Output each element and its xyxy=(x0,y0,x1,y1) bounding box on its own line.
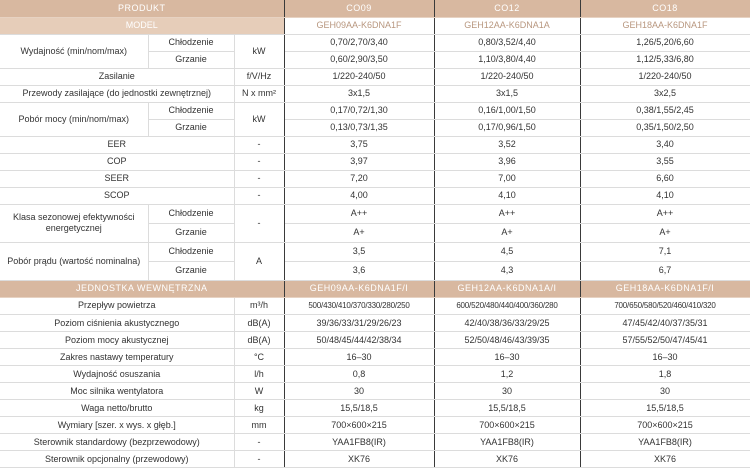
cell: 3,52 xyxy=(434,136,580,153)
cell: A++ xyxy=(434,204,580,223)
cell: 0,16/1,00/1,50 xyxy=(434,102,580,119)
col-header-co12: CO12 xyxy=(434,0,580,17)
sub-label: Chłodzenie xyxy=(148,204,234,223)
cell: YAA1FB8(IR) xyxy=(434,434,580,451)
cell: 0,38/1,55/2,45 xyxy=(580,102,750,119)
sub-label: Chłodzenie xyxy=(148,102,234,119)
table-row xyxy=(0,170,750,187)
unit: dB(A) xyxy=(234,332,284,349)
cell: 30 xyxy=(434,383,580,400)
row-label: Przepływ powietrza xyxy=(0,298,234,315)
cell: A+ xyxy=(580,223,750,242)
table-row xyxy=(0,204,750,223)
cell: A++ xyxy=(580,204,750,223)
cell: 700×600×215 xyxy=(580,417,750,434)
row-label: Zasilanie xyxy=(0,68,234,85)
cell: 3,5 xyxy=(284,242,434,261)
cell: 16–30 xyxy=(580,349,750,366)
cell: 3,6 xyxy=(284,261,434,280)
unit: - xyxy=(234,204,284,242)
unit: mm xyxy=(234,417,284,434)
cell: 3,96 xyxy=(434,153,580,170)
cell: 16–30 xyxy=(284,349,434,366)
cell: 0,13/0,73/1,35 xyxy=(284,119,434,136)
table-row xyxy=(0,400,750,417)
table-row xyxy=(0,417,750,434)
unit: m³/h xyxy=(234,298,284,315)
row-label: Zakres nastawy temperatury xyxy=(0,349,234,366)
col-header-co18: CO18 xyxy=(580,0,750,17)
cell: YAA1FB8(IR) xyxy=(284,434,434,451)
unit: dB(A) xyxy=(234,315,284,332)
cell: 0,17/0,72/1,30 xyxy=(284,102,434,119)
unit: N x mm² xyxy=(234,85,284,102)
cell: XK76 xyxy=(284,451,434,468)
cell: 3x1,5 xyxy=(284,85,434,102)
cell: 15,5/18,5 xyxy=(284,400,434,417)
cell: 4,5 xyxy=(434,242,580,261)
cell: 30 xyxy=(284,383,434,400)
model-label: MODEL xyxy=(0,17,284,34)
indoor-model-co18: GEH18AA-K6DNA1F/I xyxy=(580,280,750,297)
table-row xyxy=(0,34,750,51)
cell: 4,3 xyxy=(434,261,580,280)
cell: 700/650/580/520/460/410/320 xyxy=(580,298,750,315)
row-label: Waga netto/brutto xyxy=(0,400,234,417)
cell: 0,8 xyxy=(284,366,434,383)
row-label: Wymiary [szer. x wys. x głęb.] xyxy=(0,417,234,434)
model-co12: GEH12AA-K6DNA1A xyxy=(434,17,580,34)
table-row xyxy=(0,366,750,383)
cell: XK76 xyxy=(580,451,750,468)
col-header-co09: CO09 xyxy=(284,0,434,17)
indoor-spec-table xyxy=(0,298,750,468)
cell: A+ xyxy=(434,223,580,242)
product-header-row xyxy=(0,0,750,17)
row-label: Poziom mocy akustycznej xyxy=(0,332,234,349)
cell: 1,12/5,33/6,80 xyxy=(580,51,750,68)
cell: 50/48/45/44/42/38/34 xyxy=(284,332,434,349)
cell: 15,5/18,5 xyxy=(580,400,750,417)
sub-label: Grzanie xyxy=(148,223,234,242)
cell: 57/55/52/50/47/45/41 xyxy=(580,332,750,349)
unit: - xyxy=(234,434,284,451)
cell: 15,5/18,5 xyxy=(434,400,580,417)
indoor-label: JEDNOSTKA WEWNĘTRZNA xyxy=(0,280,284,297)
table-row xyxy=(0,242,750,261)
table-row xyxy=(0,187,750,204)
cell: 1/220-240/50 xyxy=(580,68,750,85)
indoor-header-row xyxy=(0,280,750,297)
row-label: Poziom ciśnienia akustycznego xyxy=(0,315,234,332)
indoor-model-co12: GEH12AA-K6DNA1A/I xyxy=(434,280,580,297)
cell: 39/36/33/31/29/26/23 xyxy=(284,315,434,332)
cell: 1,8 xyxy=(580,366,750,383)
cell: 1,2 xyxy=(434,366,580,383)
unit: - xyxy=(234,451,284,468)
sub-label: Grzanie xyxy=(148,51,234,68)
cell: 4,00 xyxy=(284,187,434,204)
table-row xyxy=(0,315,750,332)
unit: - xyxy=(234,187,284,204)
table-row xyxy=(0,451,750,468)
cell: 0,70/2,70/3,40 xyxy=(284,34,434,51)
cell: 47/45/42/40/37/35/31 xyxy=(580,315,750,332)
unit: - xyxy=(234,170,284,187)
model-row xyxy=(0,17,750,34)
table-row xyxy=(0,434,750,451)
table-row xyxy=(0,298,750,315)
cell: 500/430/410/370/330/280/250 xyxy=(284,298,434,315)
cell: 0,60/2,90/3,50 xyxy=(284,51,434,68)
cell: XK76 xyxy=(434,451,580,468)
unit: kW xyxy=(234,34,284,68)
row-label: COP xyxy=(0,153,234,170)
cell: 3,55 xyxy=(580,153,750,170)
row-label: Wydajność osuszania xyxy=(0,366,234,383)
row-label: SCOP xyxy=(0,187,234,204)
sub-label: Grzanie xyxy=(148,261,234,280)
cell: 6,60 xyxy=(580,170,750,187)
cell: A+ xyxy=(284,223,434,242)
unit: - xyxy=(234,153,284,170)
table-row xyxy=(0,68,750,85)
cell: 700×600×215 xyxy=(434,417,580,434)
cell: 16–30 xyxy=(434,349,580,366)
cell: 0,17/0,96/1,50 xyxy=(434,119,580,136)
row-label: Pobór prądu (wartość nominalna) xyxy=(0,242,148,280)
row-label: EER xyxy=(0,136,234,153)
cell: 0,35/1,50/2,50 xyxy=(580,119,750,136)
row-label: SEER xyxy=(0,170,234,187)
cell: 7,20 xyxy=(284,170,434,187)
unit: kW xyxy=(234,102,284,136)
cell: 0,80/3,52/4,40 xyxy=(434,34,580,51)
sub-label: Chłodzenie xyxy=(148,242,234,261)
cell: 600/520/480/440/400/360/280 xyxy=(434,298,580,315)
table-row xyxy=(0,153,750,170)
table-row xyxy=(0,383,750,400)
cell: 3,40 xyxy=(580,136,750,153)
cell: 42/40/38/36/33/29/25 xyxy=(434,315,580,332)
table-row xyxy=(0,85,750,102)
table-row xyxy=(0,349,750,366)
cell: 30 xyxy=(580,383,750,400)
produkt-label: PRODUKT xyxy=(0,0,284,17)
cell: 1/220-240/50 xyxy=(284,68,434,85)
sub-label: Chłodzenie xyxy=(148,34,234,51)
cell: 4,10 xyxy=(434,187,580,204)
cell: 6,7 xyxy=(580,261,750,280)
cell: YAA1FB8(IR) xyxy=(580,434,750,451)
row-label: Pobór mocy (min/nom/max) xyxy=(0,102,148,136)
unit: kg xyxy=(234,400,284,417)
cell: 3x2,5 xyxy=(580,85,750,102)
row-label: Moc silnika wentylatora xyxy=(0,383,234,400)
cell: 3x1,5 xyxy=(434,85,580,102)
row-label: Sterownik standardowy (bezprzewodowy) xyxy=(0,434,234,451)
table-row xyxy=(0,102,750,119)
indoor-model-co09: GEH09AA-K6DNA1F/I xyxy=(284,280,434,297)
cell: 7,1 xyxy=(580,242,750,261)
row-label: Przewody zasilające (do jednostki zewnętrznej) xyxy=(0,85,234,102)
sub-label: Grzanie xyxy=(148,119,234,136)
cell: 1,10/3,80/4,40 xyxy=(434,51,580,68)
row-label: Wydajność (min/nom/max) xyxy=(0,34,148,68)
unit: A xyxy=(234,242,284,280)
unit: W xyxy=(234,383,284,400)
table-row xyxy=(0,136,750,153)
cell: A++ xyxy=(284,204,434,223)
cell: 52/50/48/46/43/39/35 xyxy=(434,332,580,349)
cell: 4,10 xyxy=(580,187,750,204)
cell: 1,26/5,20/6,60 xyxy=(580,34,750,51)
model-co18: GEH18AA-K6DNA1F xyxy=(580,17,750,34)
unit: l/h xyxy=(234,366,284,383)
cell: 1/220-240/50 xyxy=(434,68,580,85)
cell: 3,75 xyxy=(284,136,434,153)
row-label: Klasa sezonowej efektywności energetycznej xyxy=(0,204,148,242)
table-row xyxy=(0,332,750,349)
cell: 3,97 xyxy=(284,153,434,170)
unit: - xyxy=(234,136,284,153)
unit: f/V/Hz xyxy=(234,68,284,85)
row-label: Sterownik opcjonalny (przewodowy) xyxy=(0,451,234,468)
model-co09: GEH09AA-K6DNA1F xyxy=(284,17,434,34)
cell: 7,00 xyxy=(434,170,580,187)
unit: °C xyxy=(234,349,284,366)
cell: 700×600×215 xyxy=(284,417,434,434)
